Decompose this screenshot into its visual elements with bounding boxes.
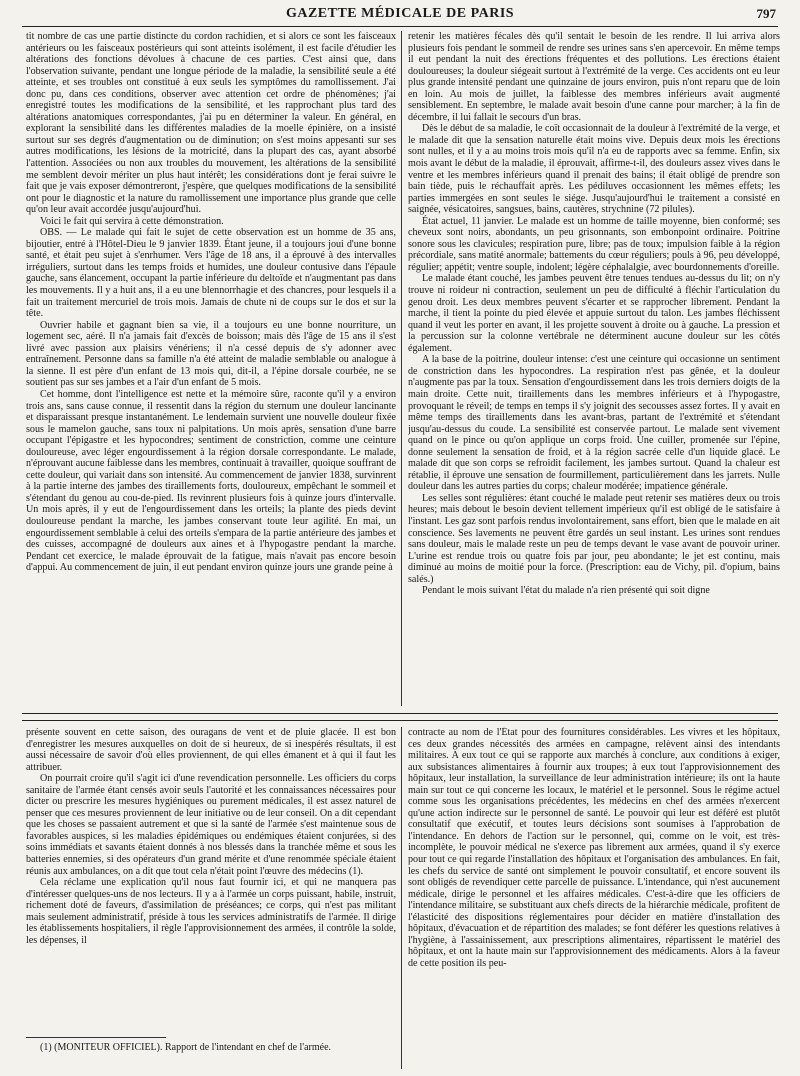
section-separator: [22, 713, 778, 721]
page-header: [22, 4, 778, 27]
column-divider: [401, 31, 402, 706]
paragraph: Pendant le mois suivant l'état du malade n'a rien présenté qui soit digne: [422, 585, 710, 597]
journal-title: GAZETTE MÉDICALE DE PARIS: [285, 6, 515, 21]
paragraph: Les selles sont régulières: étant couché le malade peut retenir ses matières deux ou trois heures; mais debout le besoin devient tellement impérieux qu'il est obligé de le satisfaire à l'instant. Les gaz sont parfois rendus involontairement, sans effort, bien que le malade en ait conscience. Ses lavements ne peuvent être gardés un seul instant. Les urines sont rendues sans douleur, mais le malade reste un peu de temps devant le vase avant de pouvoir uriner. L'urine est rendue trois ou quatre fois par jour, peu abondante; le jet est continu, mais diminué au moins de moitié pour la force. (Prescription: eau de Vichy, pil. d'opium, bains salés.): [408, 492, 780, 585]
footnote: (1) (MONITEUR OFFICIEL). Rapport de l'intendant en chef de l'armée.: [40, 1042, 332, 1053]
column-divider: [401, 727, 402, 1069]
paragraph: Le malade étant couché, les jambes peuvent être tenues tendues au-dessus du lit; on n'y trouve ni roideur ni contraction, seulement un peu de difficulté à fléchir l'articulation du genou droit. Les deux membres peuvent s'écarter et se rapprocher librement. Pendant la marche, il tient la pointe du pied élevée et appuie surtout du talon. Les jambes fléchissent quand il veut les porter en avant, il les projette souvent à droite ou à gauche. La pression et la percussion sur la colonne vertébrale ne déterminent aucune douleur sur les côtés également.: [408, 273, 780, 354]
paragraph: Cela réclame une explication qu'il nous faut fournir ici, et qui ne manquera pas d'intéresser quelques-uns de nos lecteurs. Il y a à l'armée un corps puissant, habile, instruit, richement doté de faveurs, d'assimilation de préséances; ce corps, qui n'est pas militant mais seulement administratif, préside à tous les services administratifs de l'armée. Il dirige les établissements hospitaliers, il règle l'approvisionnement des armées, il contrôle la solde, les dépenses, il: [26, 877, 396, 946]
page-number: 797: [756, 6, 776, 21]
paragraph: présente souvent en cette saison, des ouragans de vent et de pluie glacée. Il est bon d'enregistrer les mesures auxquelles on doit de si heureux, de si inespérés résultats, il est aussi nécessaire de savoir d'où elles proviennent, de qui elles émanent et à qui il faut les attribuer.: [26, 727, 396, 773]
paragraph: État actuel, 11 janvier. Le malade est un homme de taille moyenne, bien conformé; ses cheveux sont noirs, abondants, un peu grisonnants, son embonpoint ordinaire. Poitrine sonore sous les clavicules; respiration pure, libre; pas de toux; impulsion faible à la région précordiale, sans matité anormale; battements du cœur réguliers; pouls à 96, peu développé, régulier; appétit; ventre souple, indolent; légère céphalalgie, avec bourdonnements d'oreille.: [408, 215, 780, 273]
paragraph: Voici le fait qui servira à cette démonstration.: [40, 215, 224, 227]
paragraph: contracte au nom de l'État pour des fournitures considérables. Les vivres et les hôpitaux, ces deux grandes nécessités des armées en campagne, relèvent ainsi des intendants militaires. A eux tout ce qui se rapporte aux marchés à conclure, aux conditions à exiger, aux subsistances alimentaires à fournir aux troupes; à eux tout l'approvisionnement des hôpitaux, leur installation, la surveillance de leur administration intérieure; ils ont la haute main sur tout ce qui concerne les locaux, le matériel et le personnel. Sous le régime actuel comme sous les organisations précédentes, les médecins en chef des armées n'exercent qu'une action indirecte sur le personnel de santé. Le pouvoir qui leur est déféré est plutôt consultatif que exécutif, et toutes leurs décisions sont soumises à l'approbation de l'intendance. En dehors de l'action sur le personnel, qui, comme on le voit, est très-incomplète, le pouvoir médical ne s'exerce pas librement aux armées, quand il s'y exerce pour tout ce qui regarde l'installation des hôpitaux et l'organisation des ambulances. En fait, les chefs du service de santé ont simplement le pouvoir consultatif, et encore souvent ils sont obligés de revendiquer cette parcelle de puissance. L'intendance, qui n'est aucunement médicale, dirige le personnel et les affaires médicales. C'est-à-dire que les officiers de l'intendance militaire, se substituant aux chefs directs de la hiérarchie médicale, profitent de l'élasticité des dispositions réglementaires pour décider en matière d'installation des hôpitaux, d'évacuation et de répartition des malades; se font déférer les questions relatives à l'hygiène, à l'assainissement, aux prescriptions alimentaires, répartissent le matériel des hôpitaux, et ont la haute main sur l'approvisionnement des médicaments. Alors à la faveur de cette position ils peu-: [408, 727, 780, 969]
paragraph: Cet homme, dont l'intelligence est nette et la mémoire sûre, raconte qu'il y a environ trois ans, sans cause connue, il ressentit dans la région du sternum une douleur lancinante et disparaissant presque instantanément. Le lendemain survient une nouvelle douleur fixée sous le mamelon gauche, sans toux ni palpitations. Un mois après, sensation d'une barre occupant l'épigastre et les hypocondres; sentiment de constriction, comme une ceinture douloureuse, avec léger engourdissement à la région dorsale correspondante. Le malade, n'éprouvant aucune faiblesse dans les membres, continuait à travailler, quoique souffrant de cette douleur, qui variait dans son intensité. Au commencement de janvier 1838, survinrent à la partie interne des jambes des tiraillements forts, douloureux, empêchant le sommeil et s'étendant du genou au cou-de-pied. Ils revinrent plusieurs fois à quinze jours d'intervalle. Un mois après, il y eut de l'engourdissement dans les orteils; la plante des pieds devint douloureuse pendant la marche, les jambes conservant toute leur agilité. En mai, un engourdissement semblable à celui des orteils s'empara de la partie antérieure des jambes et des cuisses, accompagné de douleurs aux aines et à l'hypogastre pendant la marche. Pendant cet exercice, le malade éprouvait de la fatigue, mais n'avait pas encore besoin d'appui. Au commencement de juin, il eut pendant environ quinze jours une grande peine à: [26, 388, 396, 574]
column-bottom-left: [26, 727, 396, 1027]
paragraph: On pourrait croire qu'il s'agit ici d'une revendication personnelle. Les officiers du corps sanitaire de l'armée étant censés avoir seuls l'autorité et les connaissances nécessaires pour dicter ou prescrire les mesures hygiéniques ou purement médicales, il est assez naturel de penser que ces mesures proviennent de leur initiative ou de leur conseil. On a dit cependant que les choses se passaient autrement et que si la santé de l'armée s'est maintenue sous de favorables auspices, si les maladies épidémiques ou endémiques étaient conjurées, si des soins immédiats et savants étaient donnés à nos blessés dans la tranchée même et sous les batteries ennemies, si des opérateurs d'un grand mérite et d'une renommée spéciale étaient réunis aux ambulances, on a dit que tout cela n'était point l'œuvre des médecins (1).: [26, 773, 396, 877]
column-top-right: [408, 31, 780, 706]
footnote-rule: [26, 1037, 166, 1038]
paragraph: A la base de la poitrine, douleur intense: c'est une ceinture qui occasionne un sentiment de constriction dans les hypocondres. La respiration n'est pas gênée, et la douleur n'augmente pas par la toux. Sensation d'engourdissement dans les trois derniers doigts de la main droite. Cette nuit, tiraillements dans les membres inférieurs et à l'hypogastre, provoquant le réveil; de temps en temps il s'y joignit des secousses assez fortes. Il y avait en même temps des tiraillements dans les avant-bras, partant de l'extrémité et s'étendant jusqu'au-dessus du coude. La sensibilité est conservée partout. Le malade sent vivement quand on le pince ou qu'on applique un corps froid. Une cuiller, promenée sur l'épine, donne seulement la sensation de froid, et à la région sacrée celle d'un liquide glacé. Le malade dit que son corps se refroidit facilement, les jambes surtout. Quand la chaleur est rétablie, il éprouve une sensation de fourmillement, particulièrement dans les jarrets. Nulle douleur dans les autres parties du corps; chaleur modérée; impatience générale.: [408, 354, 780, 493]
paragraph: retenir les matières fécales dès qu'il sentait le besoin de les rendre. Il lui arriva alors plusieurs fois pendant le sommeil de rendre ses urines sans s'en apercevoir. En même temps il eut pendant la nuit des érections fréquentes et des pollutions. Les érections étaient douloureuses; la douleur siégeait surtout à l'extrémité de la verge. Ces accidents ont eu leur plus grande intensité pendant une quinzaine de jours environ, puis n'ont reparu que de loin en loin. Au mois de juillet, la faiblesse des membres inférieurs avait augmenté sensiblement. En septembre, le malade avait besoin d'une canne pour marcher; à la fin de décembre, il lui fallait le secours d'un bras.: [408, 31, 780, 123]
paragraph: Ouvrier habile et gagnant bien sa vie, il a toujours eu une bonne nourriture, un logement sec, aéré. Il n'a jamais fait d'excès de boisson; mais dès l'âge de 15 ans il s'est livré avec passion aux plaisirs vénériens; il n'a cessé depuis de s'y adonner avec entraînement. Personne dans sa famille n'a été atteint de maladie semblable ou analogue à la sienne. Il est père d'un enfant de 13 mois qui, dit-il, a l'épine dorsale courbée, ne se soutient pas sur ses jambes et a l'air d'un enfant de 5 mois.: [26, 319, 396, 389]
column-bottom-right: [408, 727, 780, 1069]
column-top-left: [26, 31, 396, 706]
paragraph: tit nombre de cas une partie distincte du cordon rachidien, et si alors ce sont les faisceaux antérieurs ou les faisceaux postérieurs qui sont atteints isolément, il est facile d'étudier les altérations des fonctions dévolues à chacune de ces parties. C'est ainsi que, dans l'observation suivante, pendant une longue période de la maladie, la sensibilité seule a été atteinte, et ses troubles ont constitué à eux seuls les symptômes du ramollissement. J'ai donc pu, dans ces conditions, observer avec attention cet ordre de phénomènes; j'ai enregistré toutes les modifications de la sensibilité, et les rapprochant plus tard des altérations anatomiques correspondantes, j'ai pu en déterminer la valeur. En général, en explorant la sensibilité dans les différentes maladies de la moelle épinière, on a insisté surtout sur ses degrés d'augmentation ou de diminution; on s'est moins appesanti sur ses autres modifications, les lésions de la motricité, dans la plupart des cas, ayant absorbé l'attention. Associées ou non aux troubles du mouvement, les altérations de la sensibilité me semblent devoir mériter un plus haut intérêt; les considérations dont je ferai suivre le fait que je vais exposer démontreront, j'espère, que quelques modifications de la sensibilité ont pour le diagnostic et la nature du ramollissement une importance plus grande que celle qu'on leur avait accordée jusqu'aujourd'hui.: [26, 31, 396, 216]
paragraph: Dès le début de sa maladie, le coït occasionnait de la douleur à l'extrémité de la verge, et le malade dit que la sensation naturelle était moins vive. Depuis deux mois les érections sont nulles, et il y a au moins trois mois qu'il n'a eu de rapports avec sa femme. Enfin, six mois avant le début de la maladie, il éprouvait, affirme-t-il, des douleurs assez vives dans le ventre et les membres inférieurs quand il prenait des bains; il était obligé de prendre son bain tiède, puis le réchauffait après. Les pédiluves occasionnent les mêmes effets; les parties immergées en sont seules le siége. Jusqu'aujourd'hui le traitement a consisté en saignée, vésicatoires, sangsues, bains, cautères, strychnine (72 pilules).: [408, 123, 780, 216]
paragraph: OBS. — Le malade qui fait le sujet de cette observation est un homme de 35 ans, bijoutier, entré à l'Hôtel-Dieu le 9 janvier 1839. Étant jeune, il a toujours joui d'une bonne santé, et était peu sujet à s'enrhumer. Vers l'âge de 18 ans, il a éprouvé à des intervalles irréguliers, surtout dans les temps froids et humides, une douleur contusive dans l'épaule gauche, sans élancement, occupant la partie inférieure du deltoïde et n'augmentant pas dans les mouvements. Il y a huit ans, il a eu une blennorrhagie et des chancres, pour lesquels il a fait un traitement mercuriel de trois mois. Jamais de chute ni de coups sur le dos et sur la tête.: [26, 227, 396, 320]
